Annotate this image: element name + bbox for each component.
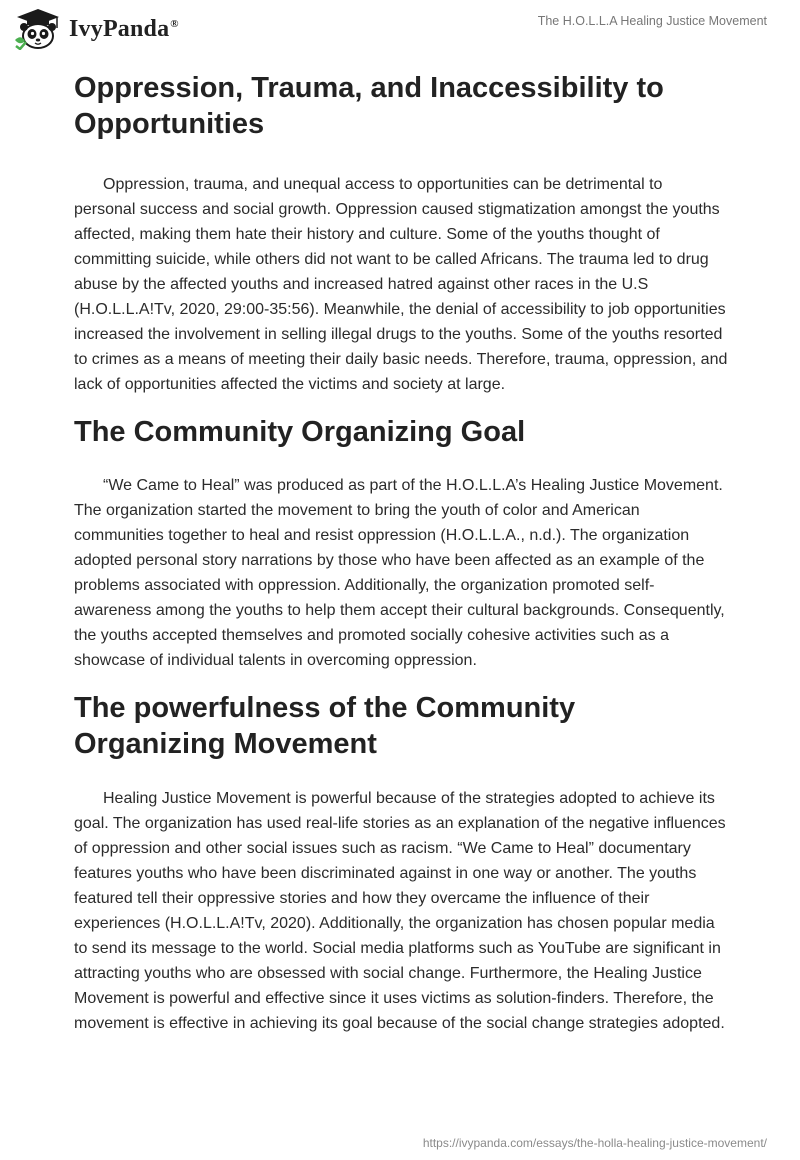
- section-heading: Oppression, Trauma, and Inaccessibility to Opportunities: [74, 72, 664, 140]
- registered-mark: ®: [170, 17, 179, 30]
- panda-graduate-icon: [13, 8, 63, 50]
- source-url-link[interactable]: https://ivypanda.com/essays/the-holla-healing-justice-movement/: [422, 1136, 767, 1150]
- section-paragraph: “We Came to Heal” was produced as part of the H.O.L.L.A’s Healing Justice Movement. The organization started the movement to bring the youth of color and American communities together to heal and resist oppression (H.O.L.L.A., n.d.). The organization adopted personal story narrations by those who have been affected as an example of the problems associated with oppression. Additionally, the organization promoted self-awareness among the youths to help them accept their cultural backgrounds. Consequently, the youths accepted themselves and promoted socially cohesive activities such as a showcase of individual talents in overcoming oppression.: [74, 477, 725, 669]
- page-header: [0, 0, 800, 56]
- essay-content: [74, 70, 728, 1036]
- logo-wordmark: IvyPanda®: [69, 15, 179, 42]
- section-paragraph: Oppression, trauma, and unequal access to opportunities can be detrimental to personal success and social growth. Oppression caused stigmatization amongst the youths affected, making them hate their history and culture. Some of the youths thought of committing suicide, while others did not want to be called Africans. The trauma led to drug abuse by the affected youths and increased hatred against other races in the U.S (H.O.L.L.A!Tv, 2020, 29:00-35:56). Meanwhile, the denial of accessibility to job opportunities increased the involvement in selling illegal drugs to the youths. Some of the youths resorted to crimes as a means of meeting their daily basic needs. Therefore, trauma, oppression, and lack of opportunities affected the victims and society at large.: [74, 176, 728, 393]
- section-heading: The Community Organizing Goal: [74, 416, 526, 448]
- section-heading: The powerfulness of the Community Organizing Movement: [74, 692, 576, 760]
- ivypanda-logo[interactable]: [13, 8, 179, 50]
- section-paragraph: Healing Justice Movement is powerful because of the strategies adopted to achieve its goal. The organization has used real-life stories as an explanation of the negative influences of oppression and other social issues such as racism. “We Came to Heal” documentary features youths who have been discriminated against in one way or another. The youths featured tell their oppressive stories and how they overcame the influence of their experiences (H.O.L.L.A!Tv, 2020). Additionally, the organization has chosen popular media to send its message to the world. Social media platforms such as YouTube are significant in attracting youths who are obsessed with social change. Furthermore, the Healing Justice Movement is powerful and effective since it uses victims as solution-finders. Therefore, the movement is effective in achieving its goal because of the social change strategies adopted.: [74, 790, 726, 1032]
- document-title: The H.O.L.L.A Healing Justice Movement: [537, 14, 767, 28]
